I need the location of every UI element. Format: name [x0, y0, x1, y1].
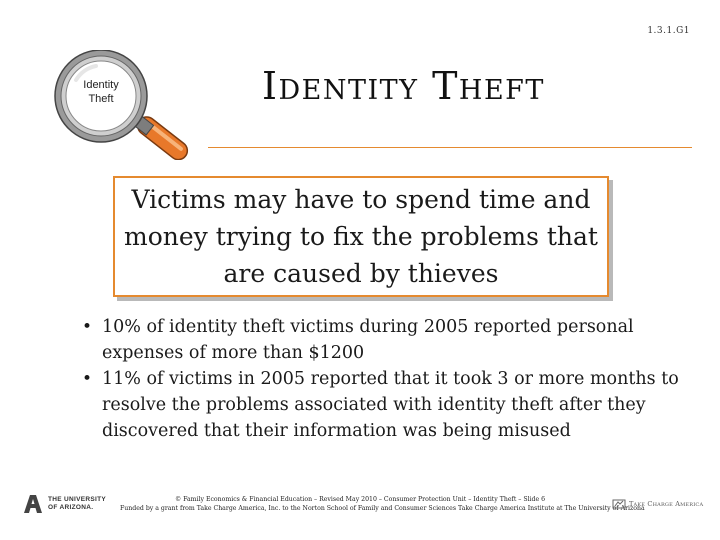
footer-line: Funded by a grant from Take Charge America, Inc. to the Norton School of Family and Consumer Sciences Take Charge America Institute at The University of Arizona	[120, 505, 645, 512]
lens-label-line: Theft	[88, 93, 114, 105]
logo-text-line: OF ARIZONA.	[48, 504, 94, 511]
title-divider	[208, 147, 692, 148]
lens-label	[70, 78, 132, 106]
bullet-list	[82, 314, 692, 444]
footer-credits	[120, 495, 645, 513]
slide-title: Identity Theft	[262, 64, 545, 108]
slide-code: 1.3.1.G1	[647, 26, 690, 36]
callout-box	[113, 176, 609, 297]
university-of-arizona-logo	[22, 493, 106, 515]
list-item	[82, 366, 692, 444]
bullet-text: 11% of victims in 2005 reported that it took 3 or more months to resolve the problems associated with identity theft after they discovered that their information was being misused	[102, 369, 679, 441]
ua-a-icon	[22, 493, 44, 515]
callout-text: Victims may have to spend time and money trying to fix the problems that are caused by thieves	[124, 185, 598, 288]
lens-label-line: Identity	[83, 79, 119, 91]
logo-text-line: THE UNIVERSITY	[48, 496, 107, 503]
tca-mark-icon	[612, 497, 626, 511]
tca-logo-text: Take Charge America	[629, 500, 704, 508]
magnifying-glass-icon	[46, 50, 206, 160]
take-charge-america-logo	[612, 497, 703, 511]
bullet-icon: •	[82, 317, 93, 337]
bullet-icon: •	[82, 369, 93, 389]
list-item	[82, 314, 692, 366]
bullet-text: 10% of identity theft victims during 2005 reported personal expenses of more than $1200	[102, 317, 634, 363]
footer-line: © Family Economics & Financial Education – Revised May 2010 – Consumer Protection Unit – Identity Theft – Slide 6	[174, 496, 546, 503]
